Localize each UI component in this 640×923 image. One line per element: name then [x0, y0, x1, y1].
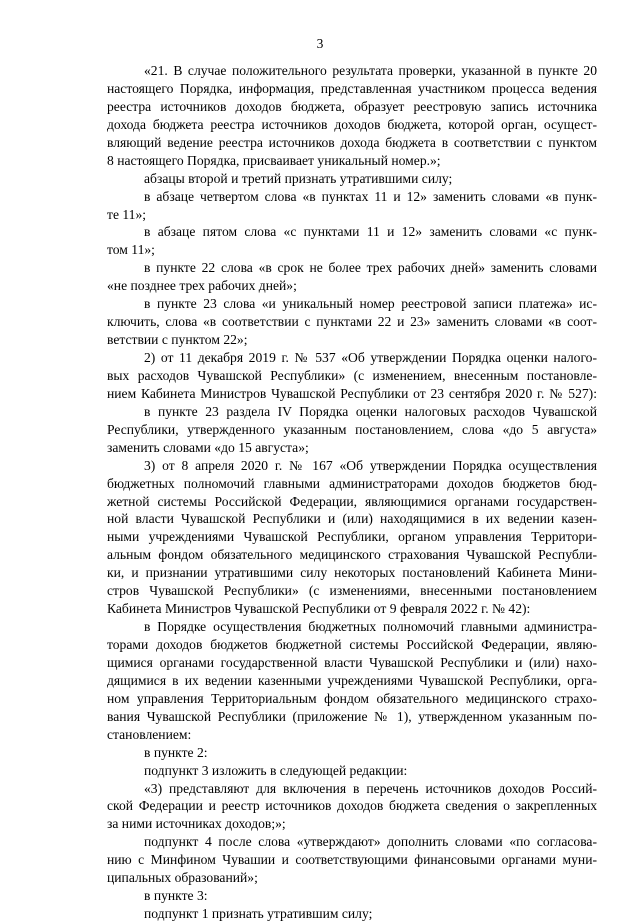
text-line: 3) от 8 апреля 2020 г. № 167 «Об утверждении Порядка осуществления [144, 457, 597, 473]
text-line: нием Кабинета Министров Чувашской Республики от 23 сентября 2020 г. № 527): [107, 385, 597, 401]
text-line: реестра источников доходов бюджета, образует реестровую запись источника [107, 98, 597, 114]
text-line: «21. В случае положительного результата проверки, указанной в пункте 20 [144, 63, 597, 78]
text-line: настоящего Порядка, информация, представленная участником процесса ведения [107, 80, 597, 96]
text-line: щимися органами государственной власти Чувашской Республики и (или) нахо- [107, 654, 597, 670]
text-line: за ними источниках доходов;»; [107, 816, 286, 832]
page-number: 3 [316, 36, 324, 51]
text-line: ном управления Территориальным фондом обязательного медицинского страхо- [107, 690, 597, 706]
text-line: нию с Минфином Чувашии и соответствующими финансовыми органами муни- [107, 852, 597, 868]
text-line: в абзаце четвертом слова «в пунктах 11 и 12» заменить словами «в пунк- [144, 188, 597, 204]
text-line: в Порядке осуществления бюджетных полномочий главными администра- [144, 619, 597, 635]
text-line: «не позднее трех рабочих дней»; [107, 278, 297, 294]
text-line: заменить словами «до 15 августа»; [107, 439, 309, 455]
text-line: ципальных образований»; [107, 870, 258, 886]
text-line: вых расходов Чувашской Республики» (с изменением, внесенным постановле- [107, 367, 597, 383]
text-line: вания Чувашской Республики (приложение № 1), утвержденном указанным по- [107, 708, 597, 724]
text-line: ной власти Чувашской Республики и (или) находящимися в их ведении казен- [107, 511, 597, 527]
text-line: «3) представляют для включения в перечень источников доходов Россий- [144, 780, 597, 796]
text-line: жетной системы Российской Федерации, являющимися органами государствен- [107, 493, 597, 509]
text-line: вляющий ведение реестра источников дохода бюджета в соответствии с пунктом [107, 134, 597, 150]
text-line: Кабинета Министров Чувашской Республики от 9 февраля 2022 г. № 42): [107, 601, 531, 617]
text-line: том 11»; [107, 242, 155, 258]
text-line: подпункт 4 после слова «утверждают» дополнить словами «по согласова- [144, 834, 597, 850]
text-line: торами доходов бюджетов бюджетной системы Российской Федерации, являю- [107, 637, 597, 652]
text-line: бюджетных полномочий главными администраторами доходов бюджетов бюд- [107, 475, 597, 491]
text-line: в пункте 2: [144, 744, 208, 760]
text-line: в пункте 23 раздела IV Порядка оценки налоговых расходов Чувашской [144, 403, 597, 419]
text-line: те 11»; [107, 206, 147, 222]
text-line: ветствии с пунктом 22»; [107, 332, 248, 348]
text-line: абзацы второй и третий признать утратившими силу; [144, 170, 453, 186]
text-line: альным фондом обязательного медицинского страхования Чувашской Республи- [107, 547, 597, 563]
text-line: стров Чувашской Республики» (с изменениями, внесенными постановлением [107, 583, 597, 599]
text-line: ключить, слова «в соответствии с пунктами 22 и 23» заменить словами «в соот- [107, 314, 597, 330]
text-line: 2) от 11 декабря 2019 г. № 537 «Об утверждении Порядка оценки налого- [144, 350, 597, 365]
text-line: 8 настоящего Порядка, присваивает уникальный номер.»; [107, 152, 441, 168]
text-line: становлением: [107, 726, 192, 742]
document-body [107, 62, 597, 923]
text-line: ными учреждениями Чувашской Республики, органом управления Территори- [107, 529, 597, 545]
text-line: ской Федерации и реестр источников доходов бюджета сведения о закрепленных [107, 798, 597, 814]
text-line: подпункт 3 изложить в следующей редакции: [144, 762, 408, 778]
text-line: ки, и признании утратившими силу некоторых постановлений Кабинета Мини- [107, 565, 597, 581]
text-line: дящимися в их ведении казенными учреждениями Чувашской Республики, орга- [107, 672, 597, 688]
text-line: в пункте 3: [144, 888, 208, 904]
text-line: в абзаце пятом слова «с пунктами 11 и 12» заменить словами «с пунк- [144, 224, 597, 240]
text-line: в пункте 23 слова «и уникальный номер реестровой записи платежа» ис- [144, 296, 597, 312]
text-line: дохода бюджета реестра источников доходов бюджета, которой орган, осущест- [107, 116, 597, 132]
text-line: подпункт 1 признать утратившим силу; [144, 906, 373, 922]
text-line: в пункте 22 слова «в срок не более трех рабочих дней» заменить словами [144, 260, 597, 276]
text-line: Республики, утвержденного указанным постановлением, слова «до 5 августа» [107, 421, 597, 437]
